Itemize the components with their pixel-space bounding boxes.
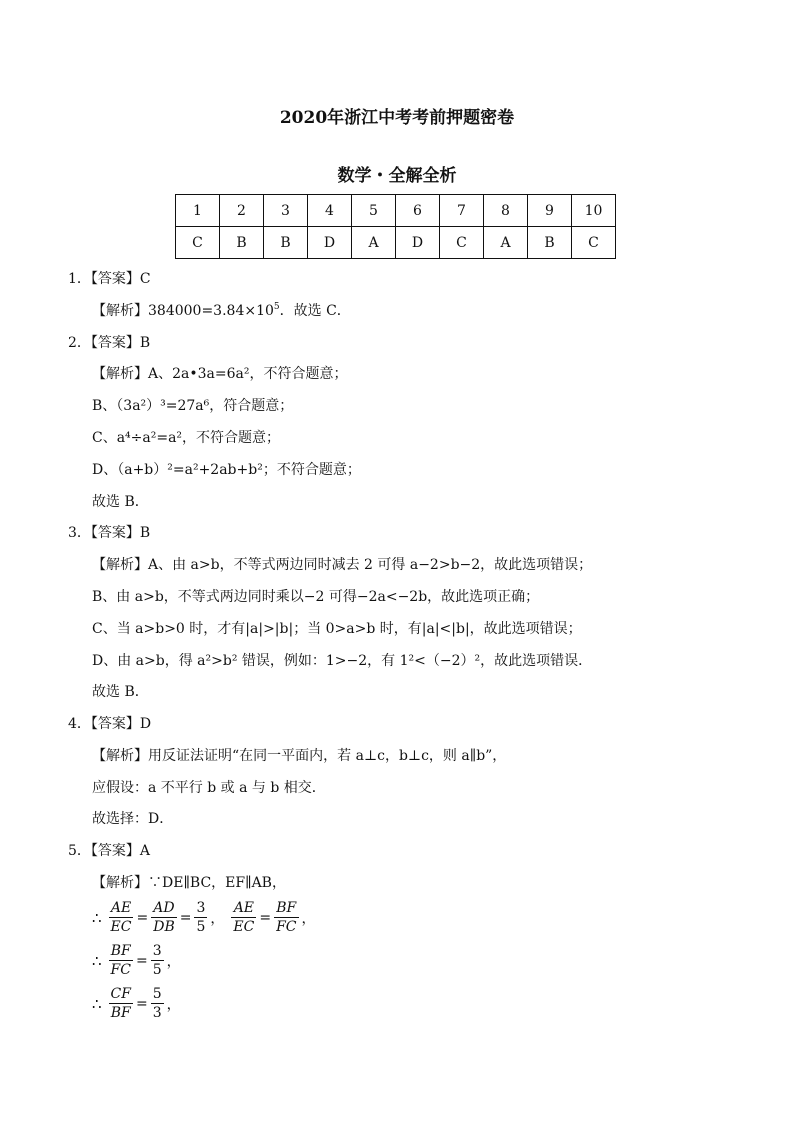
fraction-denominator: 5: [196, 919, 206, 935]
fraction-denominator: 3: [152, 1005, 162, 1021]
therefore-symbol: ∴: [92, 951, 102, 970]
q2-analysis-line-c: C、a⁴÷a²=a²，不符合题意；: [92, 430, 281, 446]
fraction-numerator: BF: [274, 899, 298, 918]
fraction-numerator: AE: [109, 899, 134, 918]
fraction-numerator: 3: [152, 943, 162, 959]
fraction-bf-fc: [274, 899, 298, 936]
fraction-denominator: EC: [233, 919, 255, 935]
table-cell-answer: D: [308, 227, 352, 259]
line-end-comma: ，: [166, 996, 181, 1013]
q3-conclusion: 故选 B．: [92, 684, 149, 700]
q1-analysis-line: [92, 301, 351, 321]
q4-analysis-line: 【解析】用反证法证明“在同一平面内，若 a⊥c，b⊥c，则 a∥b”，: [92, 748, 507, 764]
table-cell-answer: C: [176, 227, 220, 259]
q2-answer-heading: 2．【答案】B: [68, 335, 151, 351]
page-title: 2020年浙江中考考前押题密卷: [279, 108, 515, 128]
table-cell-number: 8: [484, 195, 528, 227]
fraction-denominator: BF: [110, 1005, 131, 1021]
table-cell-number: 7: [440, 195, 484, 227]
table-cell-answer: B: [220, 227, 264, 259]
q5-analysis-line: 【解析】∵DE∥BC，EF∥AB，: [92, 875, 286, 891]
fraction-numerator: BF: [109, 942, 133, 961]
table-cell-answer: C: [572, 227, 616, 259]
q1-answer-heading: 1．【答案】C: [68, 271, 151, 287]
q3-analysis-line-a: 【解析】A、由 a>b，不等式两边同时减去 2 可得 a−2>b−2，故此选项错误；: [92, 557, 593, 573]
table-cell-answer: B: [528, 227, 572, 259]
fraction-ae-ec: [231, 899, 256, 936]
therefore-symbol: ∴: [92, 908, 102, 927]
fraction-ae-ec: [109, 899, 134, 936]
table-cell-answer: A: [352, 227, 396, 259]
equals-sign: =: [259, 909, 272, 926]
q5-ratio-row-2: [92, 942, 181, 979]
fraction-denominator: DB: [153, 919, 175, 935]
q5-ratio-row-1: [92, 899, 316, 936]
fraction-numerator: AE: [231, 899, 256, 918]
table-cell-number: 6: [396, 195, 440, 227]
answer-table-answer-row: [176, 227, 616, 259]
answer-table: [175, 194, 616, 259]
q2-analysis-line-d: D、（a+b）²=a²+2ab+b²；不符合题意；: [92, 462, 361, 478]
q2-analysis-line-a: 【解析】A、2a•3a=6a²，不符合题意；: [92, 366, 348, 382]
table-cell-number: 2: [220, 195, 264, 227]
fraction-numerator: 3: [196, 900, 206, 916]
answer-table-number-row: [176, 195, 616, 227]
fraction-3-5: [194, 899, 207, 936]
page-subtitle: 数学・全解全析: [337, 166, 457, 186]
fraction-3-5: [151, 942, 164, 979]
table-cell-answer: A: [484, 227, 528, 259]
q3-analysis-line-c: C、当 a>b>0 时，才有|a|>|b|；当 0>a>b 时，有|a|<|b|，故此选项错误；: [92, 621, 582, 637]
table-cell-number: 4: [308, 195, 352, 227]
q1-analysis-text: 【解析】384000=3.84×10: [92, 303, 274, 319]
fraction-denominator: 5: [152, 962, 162, 978]
q5-answer-heading: 5．【答案】A: [68, 843, 151, 859]
fraction-denominator: EC: [110, 919, 132, 935]
fraction-denominator: FC: [276, 919, 297, 935]
q1-analysis-conclusion: ．故选 C．: [279, 303, 351, 319]
equals-sign: =: [135, 952, 148, 969]
therefore-symbol: ∴: [92, 994, 102, 1013]
equals-sign: =: [135, 995, 148, 1012]
q4-assumption-line: 应假设：a 不平行 b 或 a 与 b 相交．: [92, 780, 326, 796]
fraction-numerator: CF: [110, 986, 131, 1002]
fraction-5-3: [151, 985, 164, 1022]
q1-exponent: 5: [273, 302, 280, 312]
q3-answer-heading: 3．【答案】B: [68, 525, 151, 541]
fraction-ad-db: [151, 899, 177, 936]
table-cell-number: 3: [264, 195, 308, 227]
table-cell-answer: B: [264, 227, 308, 259]
q4-answer-heading: 4．【答案】D: [68, 716, 152, 732]
q3-analysis-line-b: B、由 a>b，不等式两边同时乘以−2 可得−2a<−2b，故此选项正确；: [92, 589, 540, 605]
equals-sign: =: [136, 909, 149, 926]
q2-conclusion: 故选 B．: [92, 494, 149, 510]
table-cell-answer: C: [440, 227, 484, 259]
table-cell-number: 5: [352, 195, 396, 227]
q5-ratio-row-3: [92, 985, 181, 1022]
fraction-numerator: 5: [152, 986, 162, 1002]
q3-analysis-line-d: D、由 a>b，得 a²>b² 错误，例如：1>−2，有 1²<（−2）²，故此选项错误．: [92, 653, 593, 669]
line-end-comma: ，: [301, 910, 316, 927]
equals-sign: =: [179, 909, 192, 926]
separator: ，: [210, 910, 225, 927]
table-cell-number: 1: [176, 195, 220, 227]
fraction-denominator: FC: [110, 962, 131, 978]
table-cell-number: 10: [572, 195, 616, 227]
fraction-bf-fc: [109, 942, 133, 979]
table-cell-answer: D: [396, 227, 440, 259]
fraction-numerator: AD: [151, 899, 177, 918]
q2-analysis-line-b: B、（3a²）³=27a⁶，符合题意；: [92, 398, 294, 414]
q4-conclusion: 故选择：D．: [92, 811, 174, 827]
fraction-cf-bf: [109, 985, 133, 1022]
table-cell-number: 9: [528, 195, 572, 227]
line-end-comma: ，: [166, 953, 181, 970]
